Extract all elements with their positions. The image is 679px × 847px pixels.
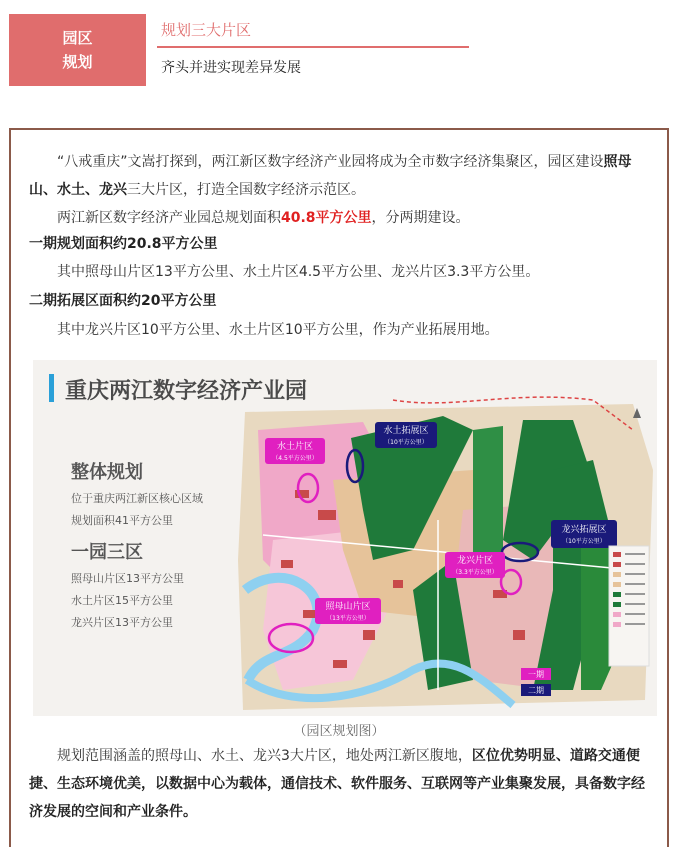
label-shuitu bbox=[265, 438, 325, 464]
title-underline bbox=[157, 46, 469, 48]
section-tag bbox=[9, 14, 146, 86]
park-plan-map bbox=[33, 360, 657, 716]
p2-text-a: 两江新区数字经济产业园总规划面积 bbox=[57, 210, 281, 226]
section-header bbox=[9, 9, 669, 86]
tag-line-1: 园区 bbox=[62, 29, 93, 47]
paragraph-2 bbox=[29, 204, 657, 232]
overall-line-1: 位于重庆两江新区核心区域 bbox=[71, 492, 203, 505]
label-shuitu-ext-name: 水土拓展区 bbox=[383, 426, 429, 436]
legend-phase1: 一期 bbox=[528, 670, 544, 679]
section-title: 规划三大片区 bbox=[161, 21, 252, 39]
p2-total-area: 40.8平方公里 bbox=[281, 210, 372, 226]
p2-text-c: ，分两期建设。 bbox=[371, 210, 470, 226]
p5-text-a: 规划范围涵盖的照母山、水土、龙兴3大片区，地处两江新区腹地， bbox=[57, 748, 472, 764]
label-longxing-ext-name: 龙兴拓展区 bbox=[561, 525, 607, 535]
p1-text-a: “八戒重庆”文嵩打探到，两江新区数字经济产业园将成为全市数字经济集聚区，园区建设 bbox=[57, 154, 604, 170]
map-title: 重庆两江数字经济产业园 bbox=[65, 379, 308, 404]
p1-text-bold: 照母山、水土、龙兴 bbox=[29, 154, 632, 198]
article-card bbox=[9, 128, 669, 847]
label-shuitu-ext-area: （10平方公里） bbox=[384, 439, 428, 446]
map-legend bbox=[609, 546, 649, 666]
paragraph-3: 其中照母山片区13平方公里、水土片区4.5平方公里、龙兴片区3.3平方公里。 bbox=[57, 264, 540, 280]
overall-line-2: 规划面积41平方公里 bbox=[71, 514, 173, 527]
tag-line-2: 规划 bbox=[62, 53, 93, 71]
label-shuitu-ext bbox=[375, 422, 437, 448]
label-shuitu-area: （4.5平方公里） bbox=[272, 455, 318, 462]
label-longxing bbox=[445, 552, 505, 578]
label-longxing-area: （3.3平方公里） bbox=[452, 569, 498, 576]
label-zhaomushan-area: （13平方公里） bbox=[326, 615, 370, 622]
map-caption: （园区规划图） bbox=[293, 724, 385, 739]
label-longxing-ext-area: （10平方公里） bbox=[562, 538, 606, 545]
zone-1: 照母山片区13平方公里 bbox=[71, 572, 184, 585]
label-longxing-ext bbox=[551, 520, 617, 548]
zones-heading: 一园三区 bbox=[71, 542, 143, 563]
paragraph-5 bbox=[29, 742, 657, 826]
p1-text-c: 三大片区，打造全国数字经济示范区。 bbox=[127, 182, 365, 198]
label-longxing-name: 龙兴片区 bbox=[456, 556, 494, 566]
zone-3: 龙兴片区13平方公里 bbox=[71, 616, 173, 629]
zone-2: 水土片区15平方公里 bbox=[71, 594, 173, 607]
paragraph-1 bbox=[29, 148, 657, 204]
map-graphic bbox=[33, 360, 657, 716]
section-subtitle: 齐头并进实现差异发展 bbox=[161, 60, 301, 76]
p5-text-bold: 区位优势明显、道路交通便捷、生态环境优美，以数据中心为载体，通信技术、软件服务、互联网等产业集聚发展，具备数字经济发展的空间和产业条件。 bbox=[29, 748, 645, 820]
label-zhaomushan bbox=[315, 598, 381, 624]
paragraph-4: 其中龙兴片区10平方公里、水土片区10平方公里，作为产业拓展用地。 bbox=[57, 322, 499, 338]
legend-phase2: 二期 bbox=[528, 686, 544, 695]
phase2-heading: 二期拓展区面积约20平方公里 bbox=[29, 293, 217, 309]
label-shuitu-name: 水土片区 bbox=[276, 442, 314, 452]
label-zhaomushan-name: 照母山片区 bbox=[325, 602, 371, 612]
title-bar bbox=[49, 374, 54, 402]
phase1-heading: 一期规划面积约20.8平方公里 bbox=[29, 236, 218, 252]
overall-heading: 整体规划 bbox=[71, 462, 143, 483]
